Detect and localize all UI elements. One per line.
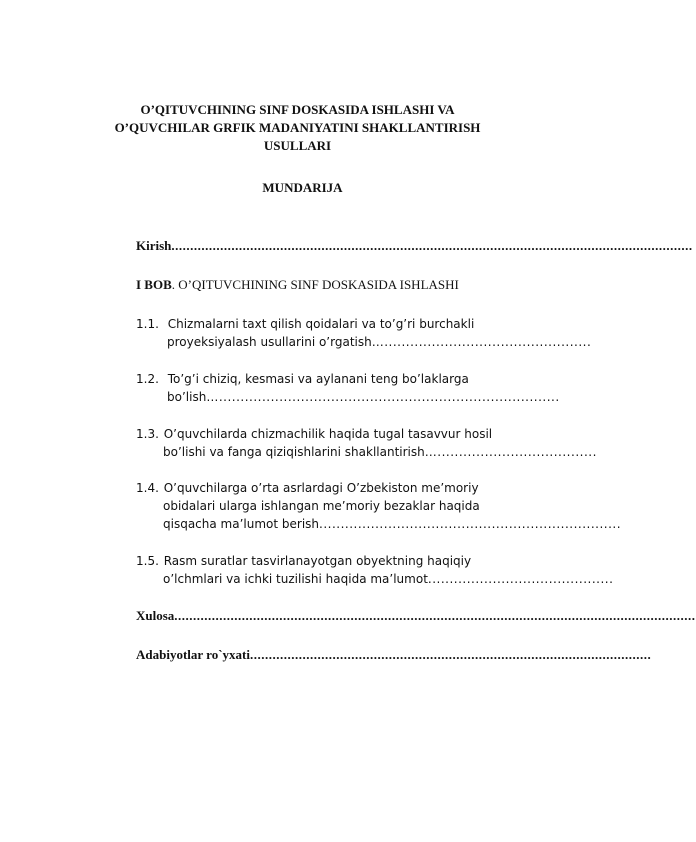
toc-entry-1-4[interactable] (136, 479, 622, 533)
item-text-line-3: qisqacha ma’lumot berish (163, 517, 320, 531)
item-number: 1.2. (136, 372, 159, 386)
item-text-line-1: To’g’i chiziq, kesmasi va aylanani teng bo’laklarga (167, 372, 469, 386)
chapter-title: . O’QITUVCHINING SINF DOSKASIDA ISHLASHI (171, 277, 459, 292)
toc-leader-dots: ........................................................................................................................................... (174, 608, 696, 623)
item-text-line-2: obidalari ularga ishlangan me’moriy bezaklar haqida (163, 499, 480, 513)
item-text-line-2: bo’lishi va fanga qiziqishlarini shakllantirish (163, 445, 425, 459)
toc-entry-kirish[interactable] (136, 237, 693, 255)
item-number: 1.3. (136, 427, 159, 441)
chapter-prefix: I BOB (136, 277, 172, 292)
toc-entry-1-3[interactable] (136, 425, 595, 461)
item-text-line-1: O’quvchilarda chizmachilik haqida tugal tasavvur hosil (163, 427, 493, 441)
toc-entry-xulosa[interactable] (136, 607, 696, 625)
item-number: 1.1. (136, 317, 159, 331)
toc-leader-dots: …..................................... (424, 445, 597, 459)
toc-entry-1-1[interactable] (136, 315, 595, 351)
item-text-line-2: proyeksiyalash usullarini o’rgatish (167, 335, 372, 349)
item-number: 1.4. (136, 481, 159, 495)
toc-leader-dots: ........................................... (427, 572, 614, 586)
toc-leader-dots: …................................................ (371, 335, 592, 349)
item-text-line-2: bo’lish (167, 390, 207, 404)
item-number: 1.5. (136, 554, 159, 568)
toc-entry-chapter-1[interactable] (136, 276, 595, 294)
title-line-2: O’QUVCHILAR GRFIK MADANIYATINI SHAKLLANTIRISH (114, 120, 481, 135)
toc-entry-label: Adabiyotlar ro`yxati (136, 647, 250, 662)
toc-leader-dots: …............................................................................... (206, 390, 560, 404)
toc-entry-label: Kirish (136, 238, 172, 253)
toc-entry-label: Xulosa (136, 608, 175, 623)
item-text-line-2: o’lchmlari va ichki tuzilishi haqida ma’lumot (163, 572, 428, 586)
toc-leader-dots: ...................................................................... (319, 517, 622, 531)
toc-entry-adabiyotlar[interactable] (136, 646, 652, 664)
toc-leader-dots: ........................................................................................................... (250, 647, 652, 662)
document-title (60, 101, 535, 155)
toc-heading: MUNDARIJA (262, 180, 343, 195)
toc-entry-1-5[interactable] (136, 552, 614, 588)
item-text-line-1: O’quvchilarga o’rta asrlardagi O’zbekiston me’moriy (163, 481, 479, 495)
toc-entry-1-2[interactable] (136, 370, 595, 406)
title-line-1: O’QITUVCHINING SINF DOSKASIDA ISHLASHI VA (140, 102, 455, 117)
item-text-line-1: Chizmalarni taxt qilish qoidalari va to’g’ri burchakli (167, 317, 475, 331)
toc-leader-dots: ........................................................................................................................................... (171, 238, 693, 253)
title-line-3: USULLARI (263, 138, 332, 153)
item-text-line-1: Rasm suratlar tasvirlanayotgan obyektning haqiqiy (163, 554, 472, 568)
